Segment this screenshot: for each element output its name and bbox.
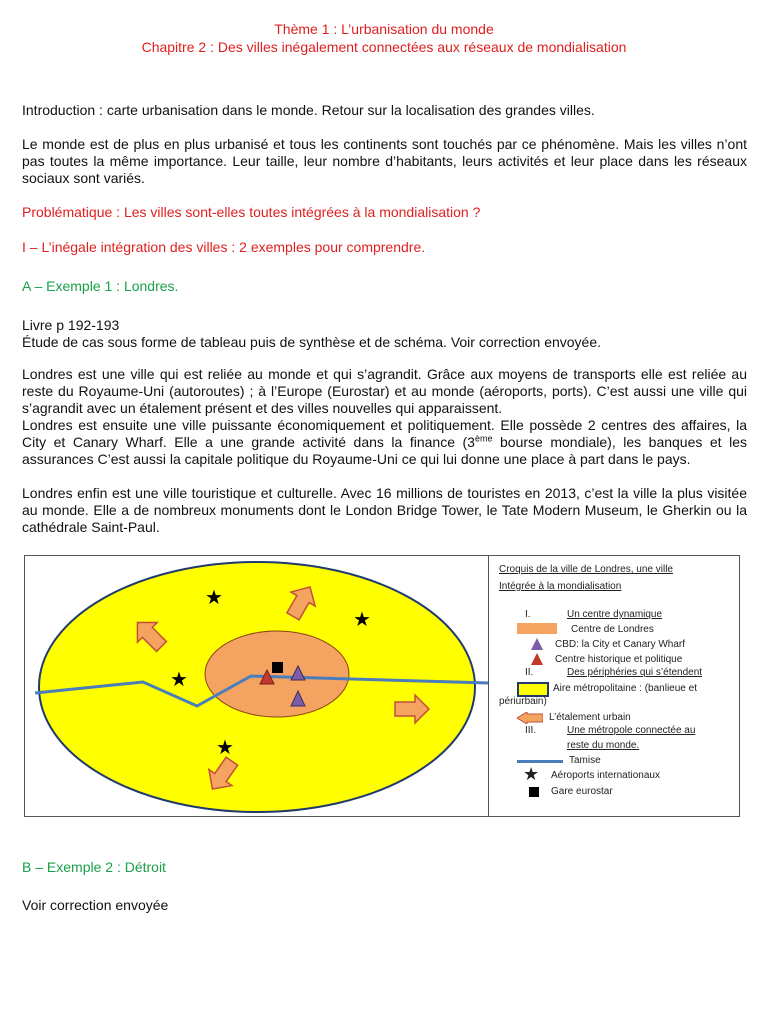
eurostar-legend-icon [529, 787, 539, 797]
eurostar-station-icon [272, 662, 283, 673]
paragraph-londres-puissance: Londres est ensuite une ville puissante économiquement et politiquement. Elle possède 2 centres des affaires, la City et Canary Wharf. Elle a une grande activité dans la finance (3ème bourse mondiale), les banques et les assurances C’est aussi la capitale politique du Royaume-Uni ce qui lui donne une place à part dans le pays. [22, 417, 747, 467]
cbd-legend-icon [531, 638, 543, 650]
legend-historique: Centre historique et politique [555, 654, 683, 665]
textbook-reference: Livre p 192-193 [22, 317, 120, 333]
legend-sec2-num: II. [525, 667, 534, 678]
airport-star-icon: ★ [216, 735, 234, 759]
legend-aeroports: Aéroports internationaux [551, 770, 660, 781]
legend-sec3-num: III. [525, 725, 537, 736]
theme-title: Thème 1 : L’urbanisation du monde [274, 21, 494, 37]
subsection-heading-a: A – Exemple 1 : Londres. [22, 278, 179, 294]
legend-title-2: Intégrée à la mondialisation [499, 581, 622, 592]
section-heading-1: I – L’inégale intégration des villes : 2 exemples pour comprendre. [22, 239, 426, 255]
paragraph-context: Le monde est de plus en plus urbanisé et tous les continents sont touchés par ce phénomène. Mais les villes n’ont pas toutes la même importance. Leur taille, leur nombre d’habitants, leurs activités et leur place dans les réseaux sociaux sont variés. [22, 136, 747, 186]
chapter-title: Chapitre 2 : Des villes inégalement connectées aux réseaux de mondialisation [141, 39, 627, 55]
legend-sec3-2: reste du monde. [567, 740, 640, 751]
legend-aire-2: périurbain) [499, 696, 547, 707]
historic-legend-icon [531, 653, 543, 665]
paragraph-londres-connexions: Londres est une ville qui est reliée au monde et qui s’agrandit. Grâce aux moyens de transports elle est reliée au reste du Royaume-Uni (autoroutes) ; à l’Europe (Eurostar) et au monde (aéroports, ports). C’est aussi une ville qui s’agrandit avec un étalement présent et des villes nouvelles qui apparaissent. [22, 366, 747, 416]
paragraph-londres-tourisme: Londres enfin est une ville touristique et culturelle. Avec 16 millions de touristes en 2013, c’est la ville la plus visitée au monde. Elle a de nombreux monuments dont le London Bridge Tower, le Tate Modern Museum, le Gherkin ou la cathédrale Saint-Paul. [22, 485, 747, 535]
document-header [0, 20, 768, 56]
legend-sec1-num: I. [525, 609, 531, 620]
legend-cbd: CBD: la City et Canary Wharf [555, 639, 686, 650]
introduction: Introduction : carte urbanisation dans le monde. Retour sur la localisation des grandes villes. [22, 102, 595, 118]
legend-thames-line [517, 760, 563, 763]
problematique: Problématique : Les villes sont-elles toutes intégrées à la mondialisation ? [22, 204, 481, 220]
legend-sec3: Une métropole connectée au [567, 725, 696, 736]
map-drawing [25, 556, 489, 818]
airport-star-icon: ★ [353, 607, 371, 631]
legend-sec2: Des périphéries qui s’étendent [567, 667, 703, 678]
subsection-heading-b: B – Exemple 2 : Détroit [22, 859, 166, 875]
airport-star-icon: ★ [205, 585, 223, 609]
legend-sec1: Un centre dynamique [567, 609, 663, 620]
airport-legend-icon: ★ [523, 764, 540, 785]
map-legend [488, 556, 741, 816]
legend-aire: Aire métropolitaine : (banlieue et [553, 683, 697, 694]
correction-note: Voir correction envoyée [22, 897, 169, 913]
case-study-note: Étude de cas sous forme de tableau puis de synthèse et de schéma. Voir correction envoyée. [22, 334, 602, 350]
central-london [205, 631, 349, 717]
london-sketch-map [24, 555, 740, 817]
legend-etalement: L’étalement urbain [549, 712, 631, 723]
legend-title: Croquis de la ville de Londres, une ville [499, 564, 673, 575]
sprawl-legend-icon [517, 712, 543, 724]
legend-centre: Centre de Londres [571, 624, 654, 635]
airport-star-icon: ★ [170, 667, 188, 691]
legend-centre-swatch [517, 623, 557, 634]
legend-tamise: Tamise [569, 755, 601, 766]
legend-gare: Gare eurostar [551, 786, 613, 797]
